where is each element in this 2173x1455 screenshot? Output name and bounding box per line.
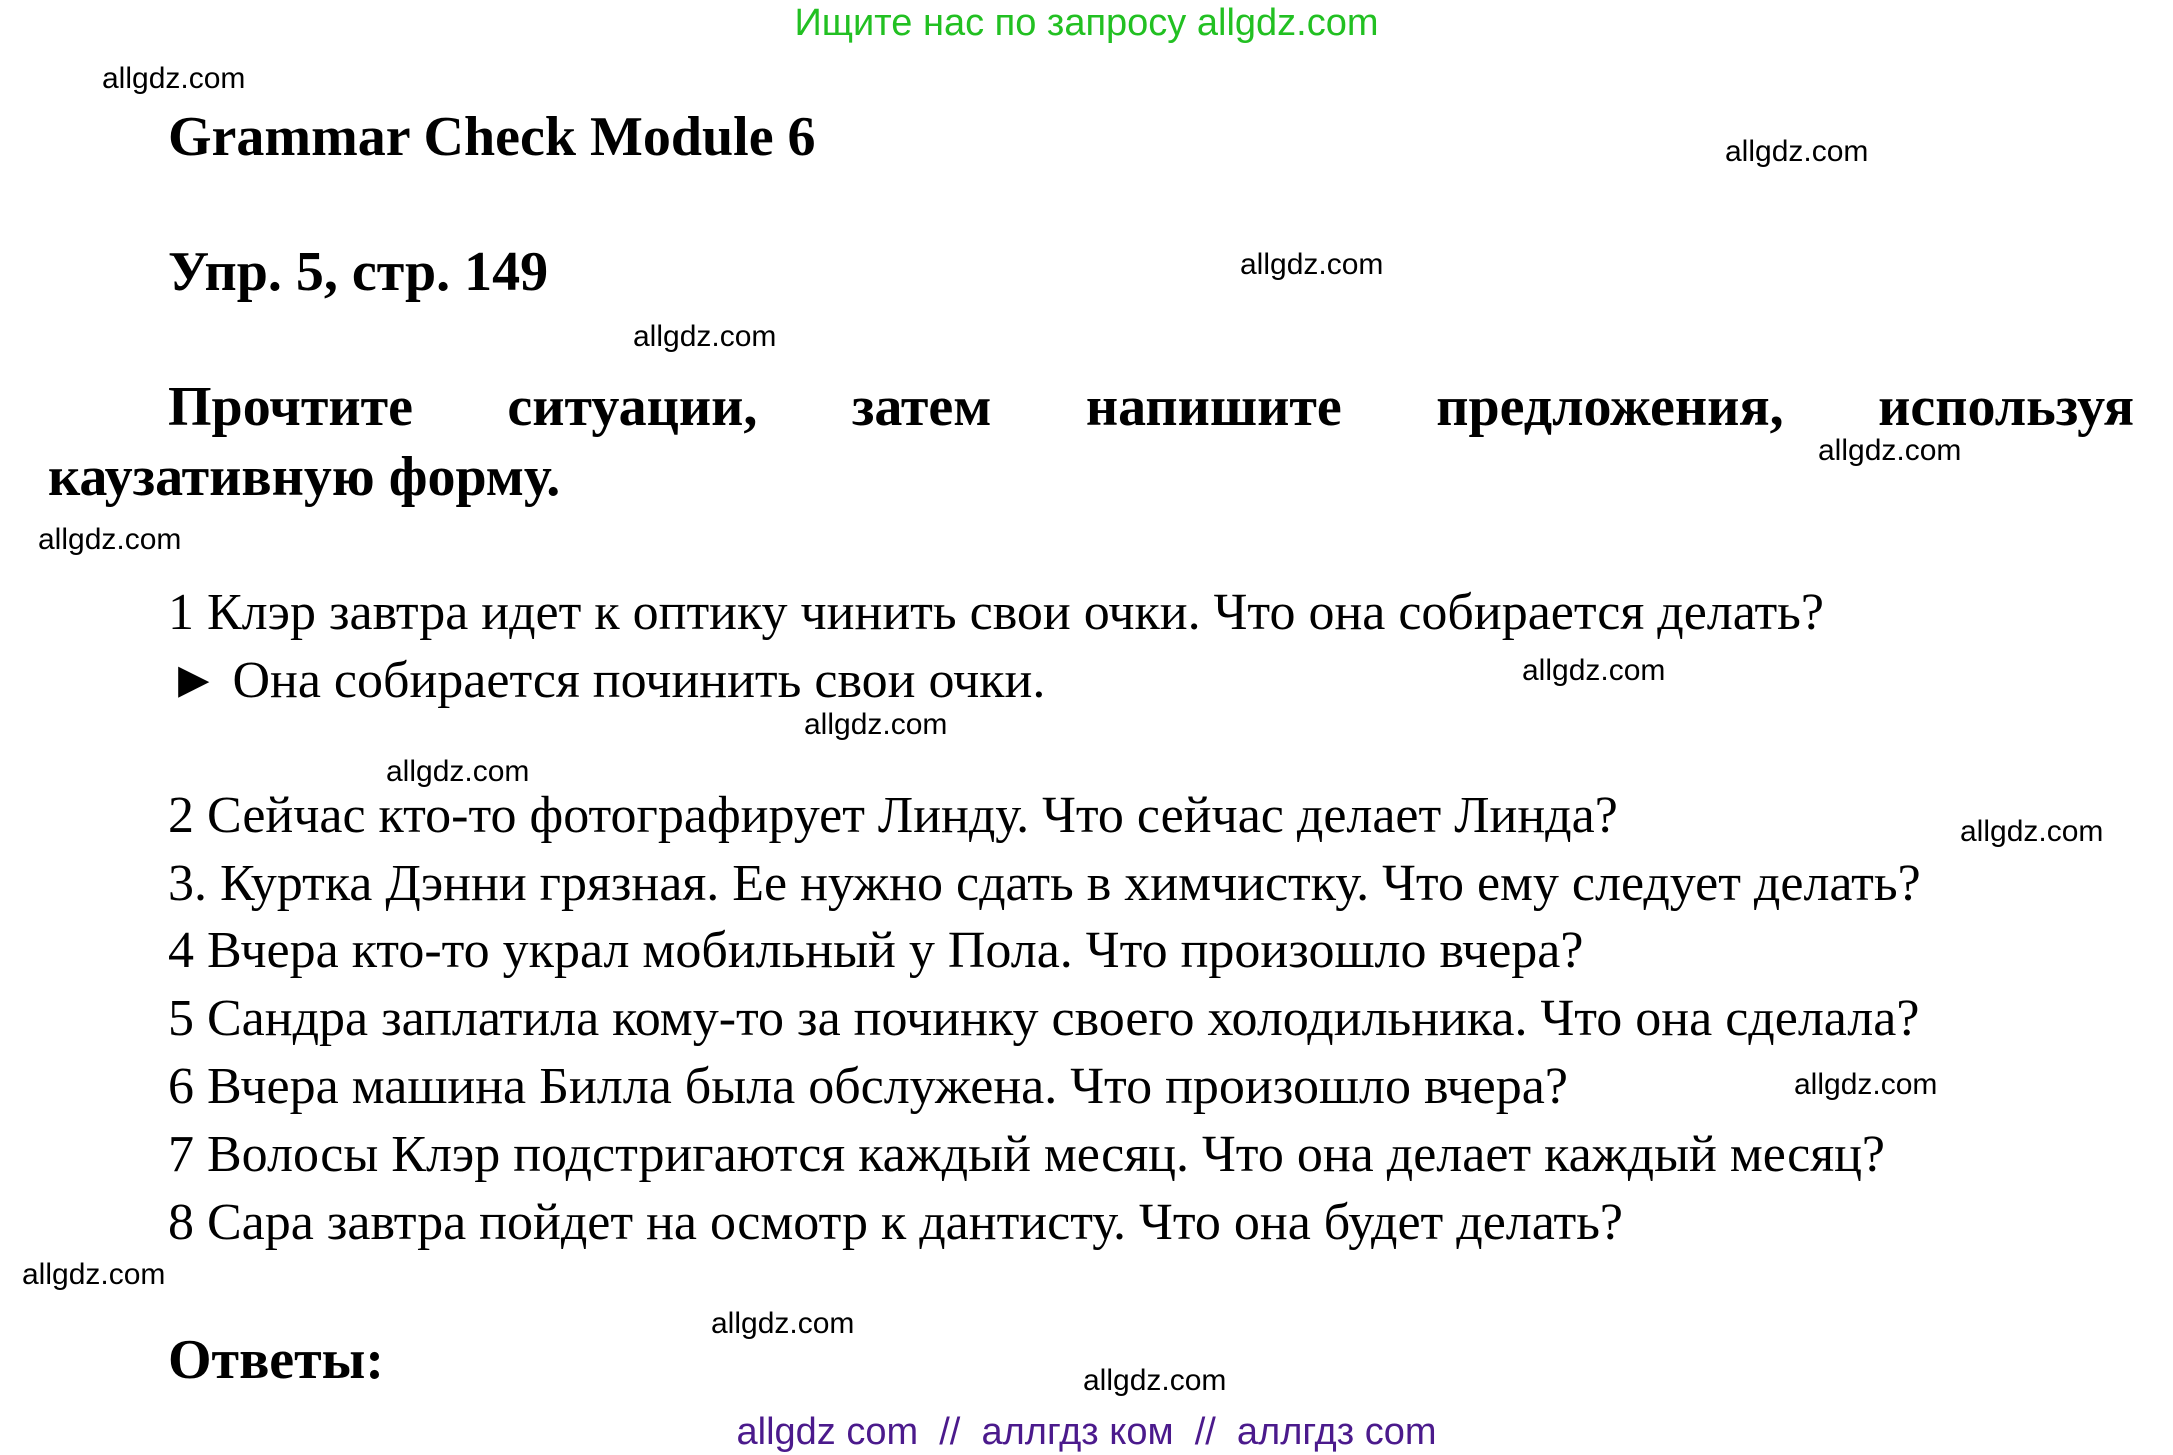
instruction-word: затем (851, 376, 992, 438)
watermark: allgdz.com (1240, 248, 1384, 281)
exercise-item-1: 1 Клэр завтра идет к оптику чинить свои очки. Что она собирается делать? (168, 584, 1824, 641)
instruction-word: используя (1878, 376, 2135, 438)
watermark: allgdz.com (1725, 135, 1869, 168)
exercise-item-8: 8 Сара завтра пойдет на осмотр к дантисту. Что она будет делать? (168, 1194, 1623, 1251)
instruction-word: Прочтите (168, 376, 413, 438)
watermark: allgdz.com (1818, 434, 1962, 467)
footer-links: allgdz com // аллгдз ком // аллгдз com (736, 1411, 1437, 1453)
exercise-item-6: 6 Вчера машина Билла была обслужена. Что произошло вчера? (168, 1058, 1568, 1115)
watermark: allgdz.com (633, 320, 777, 353)
top-banner: Ищите нас по запросу allgdz.com (794, 2, 1379, 44)
example-answer: ► Она собирается починить свои очки. (168, 652, 1046, 709)
instruction-line-1 (168, 373, 2134, 441)
watermark: allgdz.com (102, 62, 246, 95)
watermark: allgdz.com (22, 1258, 166, 1291)
answers-heading: Ответы: (168, 1329, 385, 1391)
watermark: allgdz.com (1794, 1068, 1938, 1101)
exercise-item-3: 3. Куртка Дэнни грязная. Ее нужно сдать в химчистку. Что ему следует делать? (168, 855, 1921, 912)
instruction-word: ситуации, (507, 376, 758, 438)
instruction-line-2: каузативную форму. (48, 446, 561, 508)
watermark: allgdz.com (1960, 815, 2104, 848)
exercise-item-4: 4 Вчера кто-то украл мобильный у Пола. Что произошло вчера? (168, 922, 1584, 979)
watermark: allgdz.com (38, 523, 182, 556)
page-title: Grammar Check Module 6 (168, 106, 816, 168)
instruction-word: предложения, (1436, 376, 1784, 438)
exercise-item-5: 5 Сандра заплатила кому-то за починку своего холодильника. Что она сделала? (168, 990, 1920, 1047)
exercise-item-2: 2 Сейчас кто-то фотографирует Линду. Что сейчас делает Линда? (168, 787, 1618, 844)
watermark: allgdz.com (386, 755, 530, 788)
watermark: allgdz.com (711, 1307, 855, 1340)
instruction-word: напишите (1085, 376, 1342, 438)
watermark: allgdz.com (1522, 654, 1666, 687)
exercise-item-7: 7 Волосы Клэр подстригаются каждый месяц. Что она делает каждый месяц? (168, 1126, 1886, 1183)
watermark: allgdz.com (1083, 1364, 1227, 1397)
watermark: allgdz.com (804, 708, 948, 741)
exercise-number: Упр. 5, стр. 149 (168, 241, 549, 303)
